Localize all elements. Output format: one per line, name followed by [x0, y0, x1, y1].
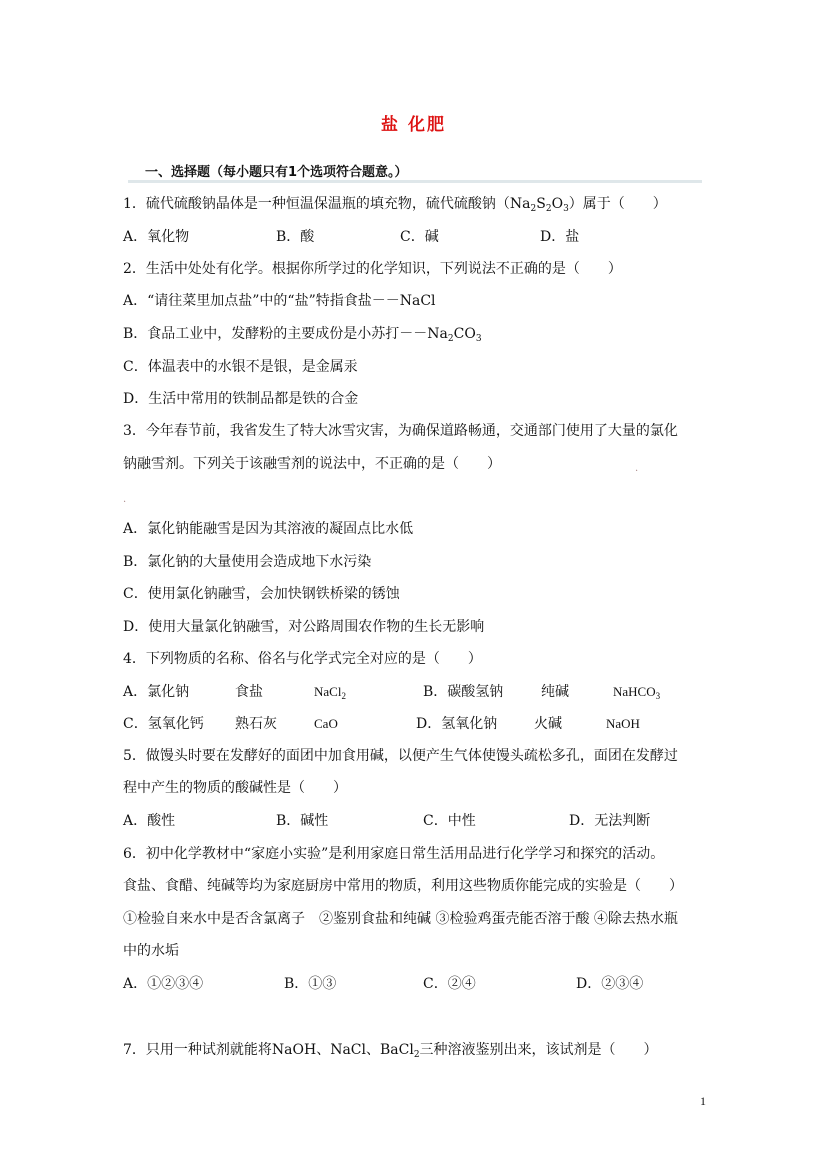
question-7-stem: 7．只用一种试剂就能将NaOH、NaCl、BaCl$_2$三种溶液鉴别出来，该试剂是（ ）	[123, 1042, 658, 1060]
q1-option-d: D．盐	[540, 229, 580, 245]
q2-option-d: D．生活中常用的铁制品都是铁的合金	[123, 391, 359, 407]
q3-option-c: C．使用氯化钠融雪，会加快钢铁桥梁的锈蚀	[123, 586, 400, 602]
q4-a-name: A．氯化钠	[123, 684, 190, 700]
q3-option-d: D．使用大量氯化钠融雪，对公路周围农作物的生长无影响	[123, 619, 485, 635]
q1-option-b: B．酸	[276, 229, 315, 245]
question-3-stem-line-1: 3．今年春节前，我省发生了特大冰雪灾害，为确保道路畅通，交通部门使用了大量的氯化	[123, 423, 678, 439]
stray-mark: .	[635, 463, 639, 474]
q1-option-a: A．氧化物	[123, 229, 190, 245]
q4-b-formula: NaHCO$_3$	[613, 684, 661, 701]
q4-a-formula: NaCl$_2$	[314, 684, 346, 701]
q2-option-a: A．“请往菜里加点盐”中的“盐”特指食盐－－NaCl	[123, 293, 436, 309]
q3-option-b: B．氯化钠的大量使用会造成地下水污染	[123, 554, 372, 570]
question-5-stem-line-1: 5．做馒头时要在发酵好的面团中加食用碱，以便产生气体使馒头疏松多孔，面团在发酵过	[123, 748, 678, 764]
q6-option-d: D．②③④	[576, 976, 644, 992]
q6-option-a: A．①②③④	[123, 976, 204, 992]
q4-d-name: D．氢氧化钠	[416, 716, 498, 732]
question-6-stem-line-4: 中的水垢	[123, 943, 179, 959]
q2-option-b: B．食品工业中，发酵粉的主要成份是小苏打$--Na_2CO_3$	[123, 326, 482, 344]
q6-option-b: B．①③	[284, 976, 337, 992]
question-4-stem: 4．下列物质的名称、俗名与化学式完全对应的是（ ）	[123, 651, 482, 667]
q4-d-formula: NaOH	[606, 716, 640, 731]
question-5-stem-line-2: 程中产生的物质的酸碱性是（ ）	[123, 780, 347, 796]
question-2-stem: 2．生活中处处有化学。根据你所学过的化学知识，下列说法不正确的是（ ）	[123, 261, 622, 277]
question-6-stem-line-2: 食盐、食醋、纯碱等均为家庭厨房中常用的物质，利用这些物质你能完成的实验是（ ）	[123, 878, 683, 894]
question-1-stem: 1．硫代硫酸钠晶体是一种恒温保温瓶的填充物，硫代硫酸钠$(Na_2S_2O_3)$属于（ ）	[123, 196, 667, 214]
q5-option-a: A．酸性	[123, 813, 176, 829]
q3-option-a: A．氯化钠能融雪是因为其溶液的凝固点比水低	[123, 521, 414, 537]
q5-option-c: C．中性	[423, 813, 476, 829]
q5-option-d: D．无法判断	[569, 813, 651, 829]
q4-c-common: 熟石灰	[235, 716, 277, 732]
page-title: 盐 化肥	[381, 115, 446, 135]
q4-c-formula: CaO	[314, 716, 338, 731]
q2-option-c: C．体温表中的水银不是银，是金属汞	[123, 359, 358, 375]
q4-c-name: C．氢氧化钙	[123, 716, 204, 732]
page-number: 1	[700, 1094, 706, 1108]
section-heading: 一、选择题（每小题只有1个选项符合题意。）	[145, 165, 408, 180]
stray-mark: .	[123, 494, 127, 505]
q4-b-common: 纯碱	[541, 684, 569, 700]
q1-option-c: C．碱	[400, 229, 439, 245]
question-6-stem-line-1: 6．初中化学教材中“家庭小实验”是利用家庭日常生活用品进行化学学习和探究的活动。	[123, 846, 665, 862]
question-3-stem-line-2: 钠融雪剂。下列关于该融雪剂的说法中，不正确的是（ ）	[123, 456, 501, 472]
q4-a-common: 食盐	[235, 684, 263, 700]
q4-d-common: 火碱	[534, 716, 562, 732]
q6-option-c: C．②④	[423, 976, 476, 992]
q5-option-b: B．碱性	[276, 813, 329, 829]
question-6-stem-line-3: ①检验自来水中是否含氯离子 ②鉴别食盐和纯碱 ③检验鸡蛋壳能否溶于酸 ④除去热水瓶	[123, 911, 678, 927]
q4-b-name: B．碳酸氢钠	[423, 684, 504, 700]
